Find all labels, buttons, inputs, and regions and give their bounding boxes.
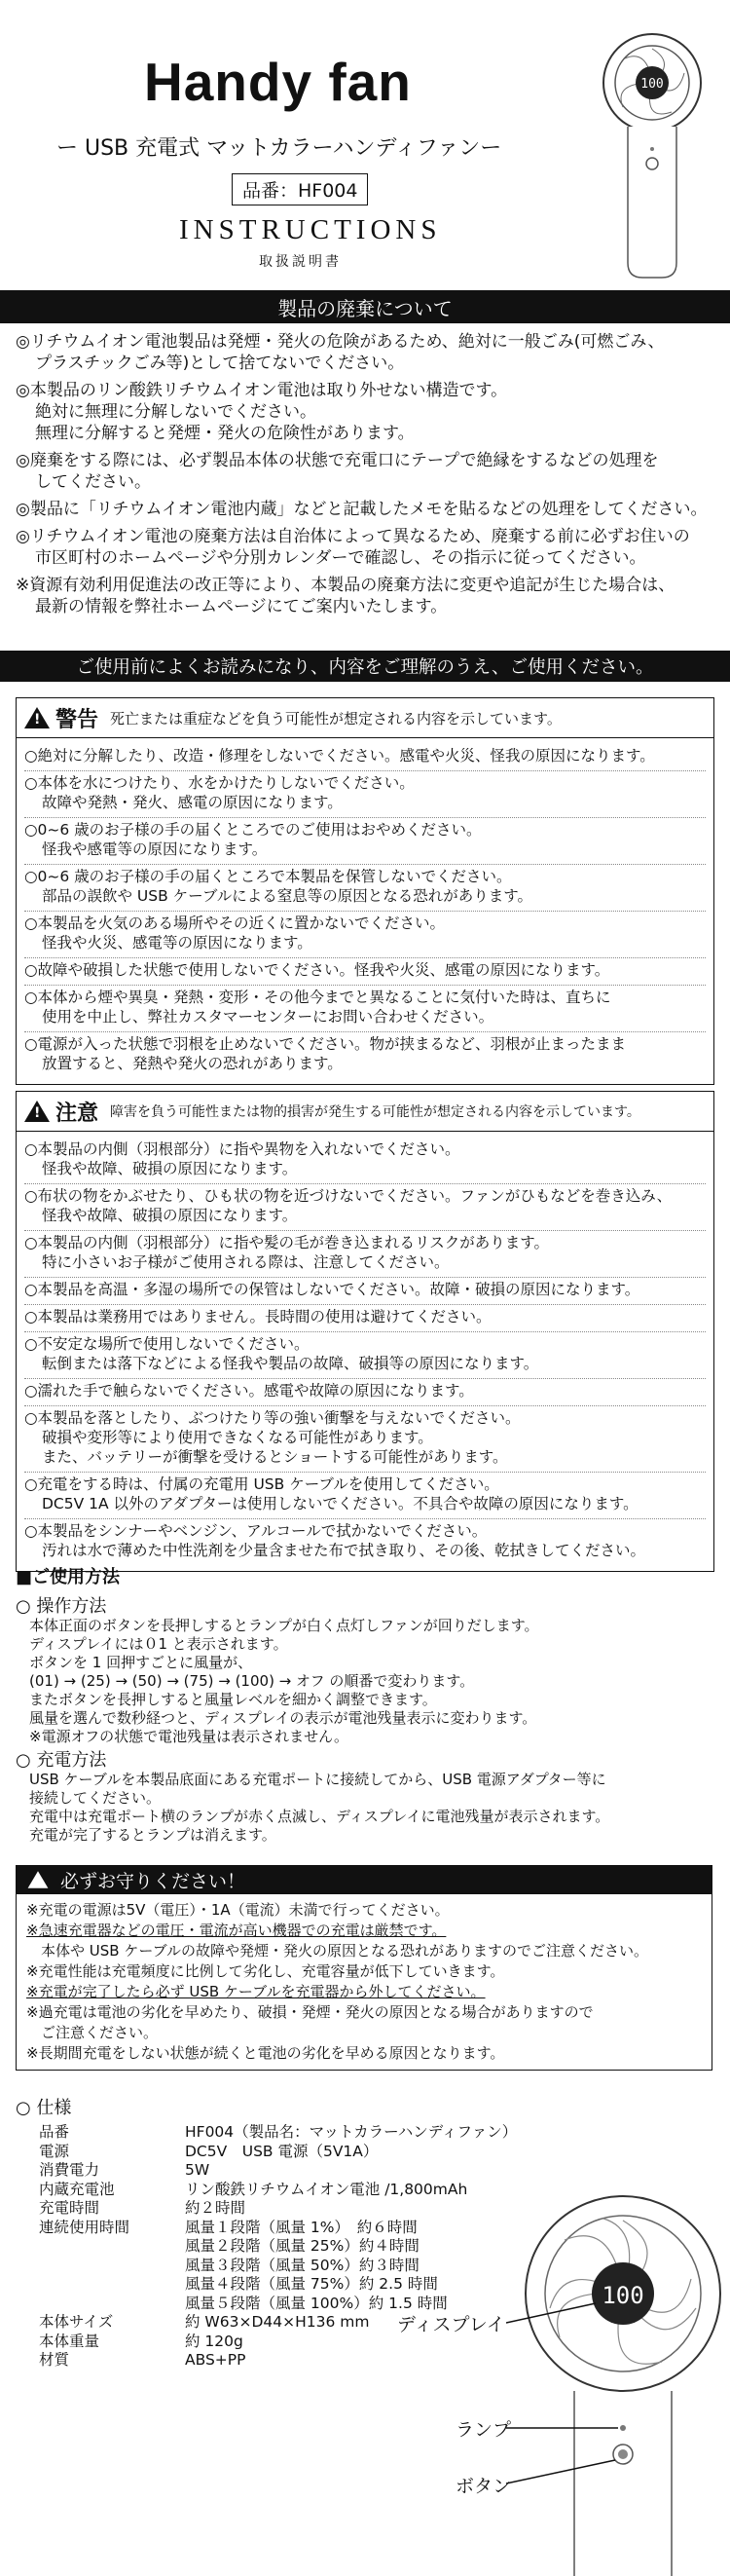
item-subtext: 絶対に無理に分解しないでください。 xyxy=(35,402,316,422)
display-readout-top: 100 xyxy=(640,77,664,92)
spec-key: 充電時間 xyxy=(39,2199,100,2217)
operation-line: 風量を選んで数秒経つと、ディスプレイの表示が電池残量表示に変わります。 xyxy=(29,1709,537,1727)
list-item xyxy=(24,1305,706,1332)
page-title: Handy fan xyxy=(144,52,412,112)
lamp-label: ランプ xyxy=(456,2419,512,2441)
spec-key: 連続使用時間 xyxy=(39,2218,130,2236)
usage-heading: ■ご使用方法 xyxy=(16,1567,121,1587)
spec-key: 品番 xyxy=(39,2123,70,2141)
item-text: ◎廃棄をする際には、必ず製品本体の状態で充電口にテープで絶縁をするなどの処理を xyxy=(16,451,659,470)
must-heading xyxy=(16,1865,712,1894)
item-text: ○本製品は業務用ではありません。長時間の使用は避けてください。 xyxy=(24,1308,492,1325)
item-subtext: また、バッテリーが衝撃を受けるとショートする可能性があります。 xyxy=(42,1448,508,1466)
spec-value xyxy=(185,2219,448,2314)
item-text: ○本製品を高温・多湿の場所での保管はしないでください。故障・破損の原因になります。 xyxy=(24,1281,640,1298)
item-subtext: 無理に分解すると発煙・発火の危険性があります。 xyxy=(35,424,415,443)
item-text: ○故障や破損した状態で使用しないでください。怪我や火災、感電の原因になります。 xyxy=(24,961,610,979)
warning-list xyxy=(17,738,713,1084)
item-subtext: 破損や変形等により使用できなくなる可能性があります。 xyxy=(42,1429,433,1446)
caution-box xyxy=(16,1091,714,1572)
item-subtext: 怪我や故障、破損の原因になります。 xyxy=(42,1160,298,1177)
list-item xyxy=(24,1379,706,1406)
must-line: ※充電性能は充電頻度に比例して劣化し、充電容量が低下していきます。 xyxy=(26,1962,505,1980)
button-label: ボタン xyxy=(456,2476,512,2497)
model-number: 品番：HF004 xyxy=(232,173,368,205)
item-text: ○本製品の内側（羽根部分）に指や髪の毛が巻き込まれるリスクがあります。 xyxy=(24,1234,549,1251)
spec-value xyxy=(185,2333,243,2352)
charge-line: USB ケーブルを本製品底面にある充電ポートに接続してから、USB 電源アダプター等に xyxy=(29,1771,606,1788)
spec-value-line: 5W xyxy=(185,2161,210,2179)
caution-label: 注意 xyxy=(55,1101,99,1126)
must-line: ※充電の電源は5V（電圧）・1A（電流）未満で行ってください。 xyxy=(26,1901,450,1919)
list-item xyxy=(16,380,716,444)
item-subtext: DC5V 1A 以外のアダプターは使用しないでください。不具合や故障の原因になります。 xyxy=(42,1495,639,1512)
must-warning-icon xyxy=(28,1871,49,1888)
caution-header xyxy=(17,1092,713,1132)
list-item xyxy=(24,958,706,986)
charge-title: ○ 充電方法 xyxy=(16,1750,107,1771)
spec-row xyxy=(39,2199,517,2219)
spec-value xyxy=(185,2143,378,2162)
item-subtext: 市区町村のホームページや分別カレンダーで確認し、その指示に従ってください。 xyxy=(35,548,646,568)
charge-line: 充電中は充電ポート横のランプが赤く点滅し、ディスプレイに電池残量が表示されます。 xyxy=(29,1808,610,1825)
warning-description: 死亡または重症などを負う可能性が想定される内容を示しています。 xyxy=(110,709,562,728)
instructions-subheading: 取扱説明書 xyxy=(259,254,342,270)
product-subtitle: ー USB 充電式 マットカラーハンディファンー xyxy=(56,136,502,161)
item-text: ○電源が入った状態で羽根を止めないでください。物が挟まるなど、羽根が止まったまま xyxy=(24,1035,627,1053)
item-text: ○0~6 歳のお子様の手の届くところで本製品を保管しないでください。 xyxy=(24,868,512,885)
fan-illustration-bottom xyxy=(506,2191,730,2576)
spec-key: 材質 xyxy=(39,2351,70,2369)
list-item xyxy=(24,912,706,958)
item-text: ○本製品をシンナーやベンジン、アルコールで拭かないでください。 xyxy=(24,1522,488,1540)
item-subtext: 汚れは水で薄めた中性洗剤を少量含ませた布で拭き取り、その後、乾拭きしてください。 xyxy=(42,1542,646,1559)
list-item xyxy=(24,1332,706,1379)
item-text: ※資源有効利用促進法の改正等により、本製品の廃棄方法に変更や追記が生じた場合は、 xyxy=(16,576,675,595)
item-subtext: 特に小さいお子様がご使用される際は、注意してください。 xyxy=(42,1253,450,1271)
list-item xyxy=(24,1231,706,1278)
item-text: ○0~6 歳のお子様の手の届くところでのご使用はおやめください。 xyxy=(24,821,482,839)
spec-value-line: 風量１段階（風量 1%） 約６時間 xyxy=(185,2218,418,2236)
display-label: ディスプレイ xyxy=(397,2314,505,2335)
must-line: ※長期間充電をしない状態が続くと電池の劣化を早める原因となります。 xyxy=(26,2044,505,2062)
list-item xyxy=(24,818,706,865)
spec-value-line: 約 W63×D44×H136 mm xyxy=(185,2313,370,2331)
disposal-list xyxy=(16,331,716,623)
list-item xyxy=(16,331,716,374)
list-item xyxy=(16,575,716,617)
list-item xyxy=(24,1184,706,1231)
notice-band: ご使用前によくお読みになり、内容をご理解のうえ、ご使用ください。 xyxy=(0,651,730,682)
item-subtext: してください。 xyxy=(35,472,151,492)
warning-box xyxy=(16,697,714,1085)
spec-value xyxy=(185,2313,369,2333)
spec-value-line: 風量３段階（風量 50%）約３時間 xyxy=(185,2256,420,2274)
item-subtext: 転倒または落下などによる怪我や製品の故障、破損等の原因になります。 xyxy=(42,1355,539,1372)
operation-title: ○ 操作方法 xyxy=(16,1596,107,1617)
warning-header xyxy=(17,698,713,738)
spec-row xyxy=(39,2219,517,2314)
item-subtext: 使用を中止し、弊社カスタマーセンターにお問い合わせください。 xyxy=(42,1008,494,1026)
spec-value xyxy=(185,2199,245,2219)
spec-value xyxy=(185,2181,467,2200)
item-text: ◎リチウムイオン電池製品は発煙・発火の危険があるため、絶対に一般ごみ(可燃ごみ、 xyxy=(16,332,665,352)
spec-key: 消費電力 xyxy=(39,2161,100,2179)
spec-row xyxy=(39,2123,517,2143)
must-list xyxy=(16,1894,712,2071)
item-subtext: プラスチックごみ等)として捨てないでください。 xyxy=(35,354,405,373)
list-item xyxy=(24,865,706,912)
spec-value-line: 風量２段階（風量 25%）約４時間 xyxy=(185,2237,420,2255)
operation-line: ボタンを 1 回押すごとに風量が、 xyxy=(29,1654,253,1671)
must-line: ご注意ください。 xyxy=(26,2024,159,2041)
item-subtext: 怪我や感電等の原因になります。 xyxy=(42,840,268,858)
list-item xyxy=(24,1519,706,1565)
spec-value-line: DC5V USB 電源（5V1A） xyxy=(185,2142,379,2160)
list-item xyxy=(24,1473,706,1519)
item-text: ◎本製品のリン酸鉄リチウムイオン電池は取り外せない構造です。 xyxy=(16,381,508,400)
display-readout-bottom: 100 xyxy=(602,2282,644,2309)
item-subtext: 部品の誤飲や USB ケーブルによる窒息等の原因となる恐れがあります。 xyxy=(42,887,533,905)
item-text: ◎リチウムイオン電池の廃棄方法は自治体によって異なるため、廃棄する前に必ずお住いの xyxy=(16,527,690,546)
operation-line: ※電源オフの状態で電池残量は表示されません。 xyxy=(29,1728,349,1745)
spec-row xyxy=(39,2351,517,2371)
spec-value-line: 風量４段階（風量 75%）約 2.5 時間 xyxy=(185,2275,438,2293)
list-item xyxy=(24,1032,706,1078)
list-item xyxy=(24,986,706,1032)
list-item xyxy=(24,1406,706,1473)
list-item xyxy=(24,771,706,818)
instructions-heading: INSTRUCTIONS xyxy=(179,214,442,245)
operation-line: ディスプレイには０1 と表示されます。 xyxy=(29,1635,288,1653)
list-item xyxy=(24,1278,706,1305)
spec-row xyxy=(39,2181,517,2200)
operation-line: (01) → (25) → (50) → (75) → (100) → オフ の順番で変わります。 xyxy=(29,1672,475,1690)
must-line: ※急速充電器などの電圧・電流が高い機器での充電は厳禁です。 xyxy=(26,1922,447,1939)
item-text: ○本体を水につけたり、水をかけたりしないでください。 xyxy=(24,774,415,792)
fan-illustration-top xyxy=(584,29,720,282)
must-line: ※過充電は電池の劣化を早めたり、破損・発煙・発火の原因となる場合がありますので xyxy=(26,2003,594,2021)
must-label: 必ずお守りください！ xyxy=(60,1870,246,1892)
spec-value-line: 約 120g xyxy=(185,2332,243,2350)
specs-heading: ○ 仕様 xyxy=(16,2098,72,2118)
item-subtext: 最新の情報を弊社ホームページにてご案内いたします。 xyxy=(35,597,448,616)
item-text: ○濡れた手で触らないでください。感電や故障の原因になります。 xyxy=(24,1382,474,1400)
item-text: ○本製品を落としたり、ぶつけたり等の強い衝撃を与えないでください。 xyxy=(24,1409,521,1427)
item-text: ○布状の物をかぶせたり、ひも状の物を近づけないでください。ファンがひもなどを巻き込み、 xyxy=(24,1187,673,1205)
spec-value-line: 約２時間 xyxy=(185,2199,246,2217)
spec-row xyxy=(39,2143,517,2162)
caution-triangle-icon xyxy=(24,1101,50,1122)
operation-text xyxy=(29,1617,711,1746)
spec-value-line: HF004（製品名：マットカラーハンディファン） xyxy=(185,2123,518,2141)
caution-list xyxy=(17,1132,713,1571)
spec-value xyxy=(185,2351,245,2371)
spec-key: 本体サイズ xyxy=(39,2313,114,2331)
spec-key: 内蔵充電池 xyxy=(39,2180,115,2198)
spec-value-line: リン酸鉄リチウムイオン電池 /1,800mAh xyxy=(185,2180,468,2198)
list-item xyxy=(16,526,716,569)
spec-value-line: 風量５段階（風量 100%）約 1.5 時間 xyxy=(185,2294,448,2312)
spec-value-line: ABS+PP xyxy=(185,2351,246,2369)
item-subtext: 放置すると、発熱や発火の恐れがあります。 xyxy=(42,1055,343,1072)
charge-text xyxy=(29,1771,711,1845)
caution-description: 障害を負う可能性または物的損害が発生する可能性が想定される内容を示しています。 xyxy=(110,1104,640,1120)
item-subtext: 怪我や火災、感電等の原因になります。 xyxy=(42,934,312,952)
item-text: ○本体から煙や異臭・発熱・変形・その他今までと異なることに気付いた時は、直ちに xyxy=(24,989,611,1006)
item-text: ○充電をする時は、付属の充電用 USB ケーブルを使用してください。 xyxy=(24,1475,499,1493)
item-text: ○絶対に分解したり、改造・修理をしないでください。感電や火災、怪我の原因になります。 xyxy=(24,747,655,765)
list-item xyxy=(16,499,716,520)
list-item xyxy=(24,1138,706,1184)
spec-value xyxy=(185,2123,517,2143)
item-text: ○本製品を火気のある場所やその近くに置かないでください。 xyxy=(24,915,446,932)
spec-key: 本体重量 xyxy=(39,2332,100,2350)
item-text: ◎製品に「リチウムイオン電池内蔵」などと記載したメモを貼るなどの処理をしてください。 xyxy=(16,500,708,519)
spec-key: 電源 xyxy=(39,2142,70,2160)
disposal-heading: 製品の廃棄について xyxy=(0,290,730,323)
item-subtext: 怪我や故障、破損の原因になります。 xyxy=(42,1207,298,1224)
operation-line: 本体正面のボタンを長押しするとランプが白く点灯しファンが回りだします。 xyxy=(29,1617,539,1634)
charge-line: 充電が完了するとランプは消えます。 xyxy=(29,1826,276,1844)
spec-value xyxy=(185,2161,209,2181)
list-item xyxy=(24,744,706,771)
must-line: ※充電が完了したら必ず USB ケーブルを充電器から外してください。 xyxy=(26,1983,486,2000)
must-line: 本体や USB ケーブルの故障や発煙・発火の原因となる恐れがありますのでご注意ください。 xyxy=(26,1942,648,1960)
list-item xyxy=(16,450,716,493)
spec-row xyxy=(39,2161,517,2181)
warning-triangle-icon xyxy=(24,707,50,728)
item-text: ○不安定な場所で使用しないでください。 xyxy=(24,1335,310,1353)
operation-line: またボタンを長押しすると風量レベルを細かく調整できます。 xyxy=(29,1691,437,1708)
item-subtext: 故障や発熱・発火、感電の原因になります。 xyxy=(42,794,343,811)
warning-label: 警告 xyxy=(55,707,99,732)
item-text: ○本製品の内側（羽根部分）に指や異物を入れないでください。 xyxy=(24,1140,460,1158)
charge-line: 接続してください。 xyxy=(29,1789,162,1807)
